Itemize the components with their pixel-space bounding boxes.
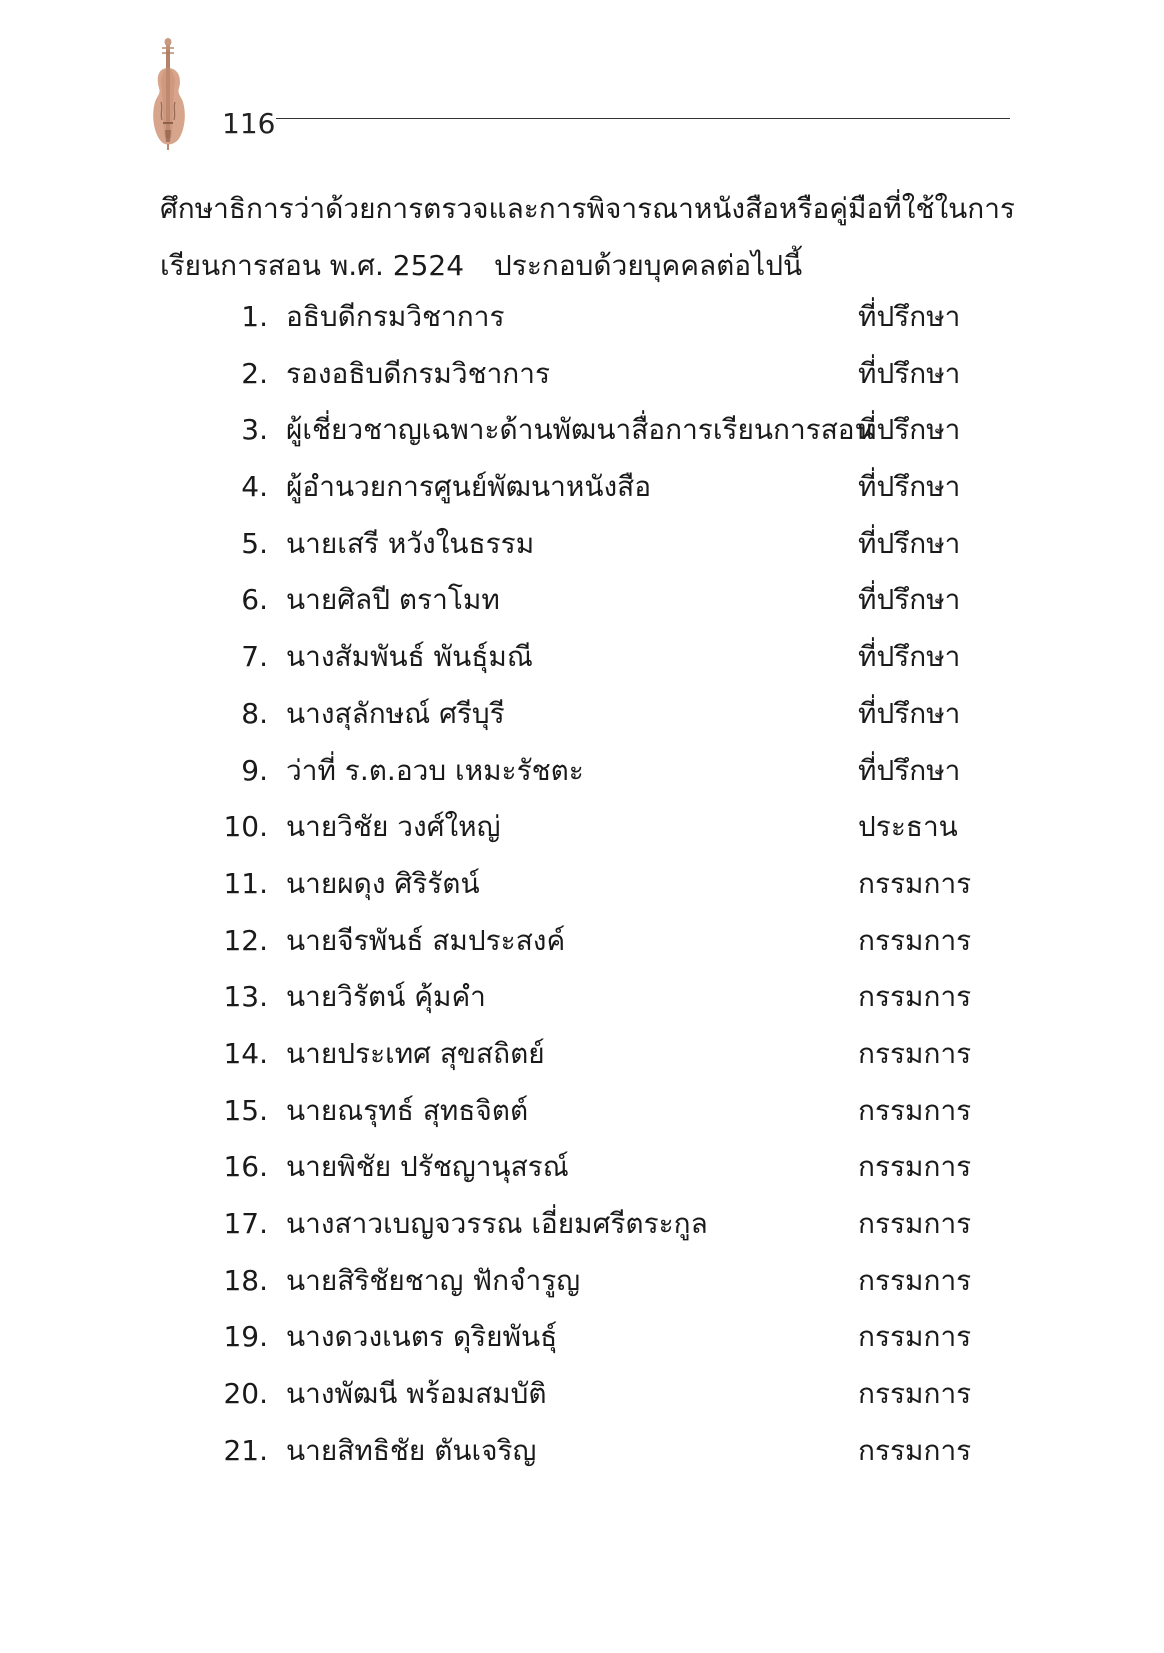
member-number: 12. [223, 923, 268, 957]
member-name: นายสิทธิชัย ตันเจริญ [286, 1433, 537, 1467]
member-name: รองอธิบดีกรมวิชาการ [286, 356, 551, 390]
member-row [0, 969, 1164, 1026]
member-row [0, 629, 1164, 686]
member-row [0, 572, 1164, 629]
intro-paragraph [160, 180, 1020, 294]
violin-icon [150, 36, 202, 161]
member-role: ที่ปรึกษา [858, 300, 961, 333]
member-name: นายจีรพันธ์ สมประสงค์ [286, 923, 566, 957]
member-name: นายศิลปี ตราโมท [286, 583, 500, 617]
intro-line-2a: เรียนการสอน พ.ศ. 2524 [160, 249, 465, 282]
member-number: 2. [241, 356, 268, 390]
member-name: นางสาวเบญจวรรณ เอี่ยมศรีตระกูล [286, 1207, 708, 1240]
member-name: ผู้อำนวยการศูนย์พัฒนาหนังสือ [286, 470, 652, 504]
member-name: นางสุลักษณ์ ศรีบุรี [286, 696, 505, 730]
member-number: 4. [241, 470, 268, 504]
member-number: 16. [223, 1150, 268, 1184]
member-number: 3. [241, 413, 268, 447]
member-number: 6. [241, 583, 268, 617]
member-number: 19. [223, 1320, 268, 1354]
member-row [0, 856, 1164, 913]
member-name: นายวิรัตน์ คุ้มคำ [286, 980, 486, 1014]
member-name: นายวิชัย วงศ์ใหญ่ [286, 810, 501, 844]
member-row [0, 1366, 1164, 1423]
page-number: 116 [222, 107, 276, 140]
member-name: นายประเทศ สุขสถิตย์ [286, 1036, 545, 1070]
member-role: กรรมการ [858, 923, 972, 957]
member-number: 9. [241, 753, 268, 787]
member-role: กรรมการ [858, 1320, 972, 1354]
member-number: 8. [241, 696, 268, 730]
member-role: กรรมการ [858, 1263, 972, 1297]
member-role: กรรมการ [858, 980, 972, 1014]
member-role: กรรมการ [858, 1207, 972, 1240]
member-number: 7. [241, 640, 268, 674]
member-role: ที่ปรึกษา [858, 696, 961, 730]
intro-line-2 [160, 237, 1020, 294]
member-role: กรรมการ [858, 1377, 972, 1411]
member-row [0, 402, 1164, 459]
member-name: นายสิริชัยชาญ ฟักจำรูญ [286, 1263, 581, 1297]
member-role: ที่ปรึกษา [858, 356, 961, 390]
member-name: ว่าที่ ร.ต.อวบ เหมะรัชตะ [286, 753, 584, 787]
intro-line-2b: ประกอบด้วยบุคคลต่อไปนี้ [494, 249, 803, 282]
member-row [0, 1026, 1164, 1083]
member-row [0, 1423, 1164, 1480]
member-row [0, 743, 1164, 800]
member-name: นางดวงเนตร ดุริยพันธุ์ [286, 1320, 558, 1354]
member-number: 18. [223, 1263, 268, 1297]
member-number: 21. [223, 1433, 268, 1467]
member-role: กรรมการ [858, 866, 972, 900]
member-role: ที่ปรึกษา [858, 413, 961, 447]
member-row [0, 1309, 1164, 1366]
member-number: 10. [223, 810, 268, 844]
member-number: 1. [241, 300, 268, 333]
intro-line-1: ศึกษาธิการว่าด้วยการตรวจและการพิจารณาหนังสือหรือคู่มือที่ใช้ในการ [160, 192, 1015, 225]
member-role: กรรมการ [858, 1093, 972, 1127]
member-name: นายณรุทธ์ สุทธจิตต์ [286, 1093, 529, 1127]
member-role: กรรมการ [858, 1433, 972, 1467]
member-number: 15. [223, 1093, 268, 1127]
member-number: 11. [223, 866, 268, 900]
member-name: อธิบดีกรมวิชาการ [286, 300, 505, 333]
member-row [0, 913, 1164, 970]
member-role: ที่ปรึกษา [858, 470, 961, 504]
member-name: นางพัฒนี พร้อมสมบัติ [286, 1377, 547, 1411]
member-name: นายเสรี หวังในธรรม [286, 526, 535, 560]
member-role: กรรมการ [858, 1150, 972, 1184]
member-row [0, 686, 1164, 743]
member-name: นายพิชัย ปรัชญานุสรณ์ [286, 1150, 569, 1184]
member-row [0, 459, 1164, 516]
member-row [0, 289, 1164, 346]
member-name: นางสัมพันธ์ พันธุ์มณี [286, 640, 533, 674]
page-header [150, 36, 1010, 166]
member-number: 14. [223, 1036, 268, 1070]
member-row [0, 1253, 1164, 1310]
member-number: 5. [241, 526, 268, 560]
member-role: ประธาน [858, 810, 958, 844]
member-number: 20. [223, 1377, 268, 1411]
member-number: 13. [223, 980, 268, 1014]
member-row [0, 1196, 1164, 1253]
member-role: ที่ปรึกษา [858, 753, 961, 787]
member-row [0, 516, 1164, 573]
header-rule [276, 118, 1010, 119]
member-role: ที่ปรึกษา [858, 583, 961, 617]
member-role: กรรมการ [858, 1036, 972, 1070]
committee-member-list [0, 289, 1164, 1479]
member-row [0, 346, 1164, 403]
member-name: นายผดุง ศิริรัตน์ [286, 866, 480, 900]
member-row [0, 1139, 1164, 1196]
member-row [0, 799, 1164, 856]
member-role: ที่ปรึกษา [858, 640, 961, 674]
member-row [0, 1083, 1164, 1140]
member-number: 17. [223, 1207, 268, 1240]
member-name: ผู้เชี่ยวชาญเฉพาะด้านพัฒนาสื่อการเรียนการสอน [286, 413, 874, 447]
member-role: ที่ปรึกษา [858, 526, 961, 560]
